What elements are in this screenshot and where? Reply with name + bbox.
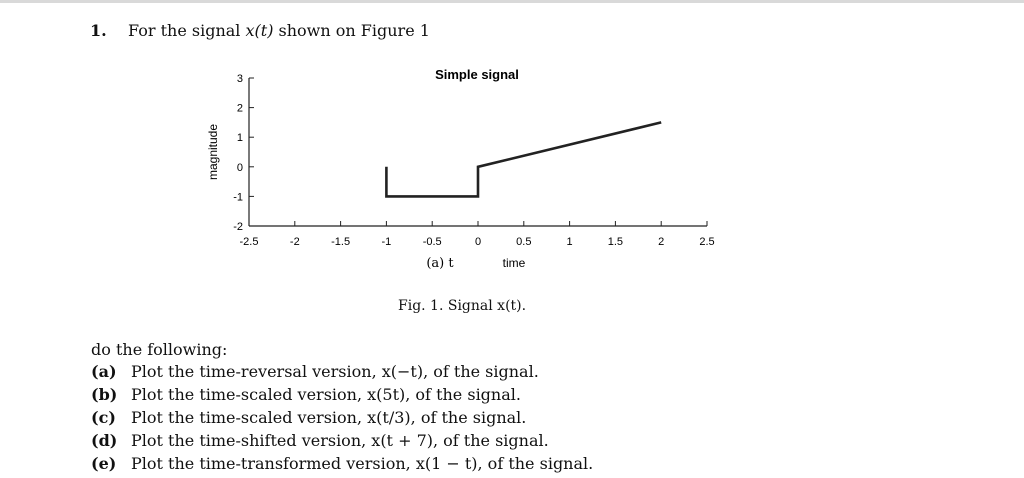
signal-symbol: x(t) bbox=[245, 21, 274, 40]
x-tick-label: 0.5 bbox=[516, 236, 532, 248]
x-tick-label: -0.5 bbox=[422, 236, 442, 248]
task-label: (a) bbox=[91, 362, 117, 381]
task-text: Plot the time-scaled version, x(t/3), of the signal. bbox=[131, 408, 527, 427]
y-tick-label: -2 bbox=[233, 221, 243, 233]
x-tick-label: -1 bbox=[381, 236, 392, 248]
problem-text-before: For the signal bbox=[128, 21, 246, 40]
task-list bbox=[91, 362, 593, 477]
task-label: (e) bbox=[91, 454, 117, 473]
task-label: (d) bbox=[91, 431, 118, 450]
task-text: Plot the time-reversal version, x(−t), of the signal. bbox=[131, 362, 539, 381]
chart-ticks bbox=[233, 73, 714, 248]
signal-line bbox=[386, 122, 661, 196]
chart-series bbox=[386, 122, 661, 196]
x-tick-label: 2.5 bbox=[699, 236, 715, 248]
problem-text-after: shown on Figure 1 bbox=[273, 21, 430, 40]
y-axis-label: magnitude bbox=[206, 123, 220, 181]
y-tick-label: 2 bbox=[236, 102, 243, 115]
task-label: (b) bbox=[91, 385, 118, 404]
task-text: Plot the time-transformed version, x(1 − t), of the signal. bbox=[131, 454, 594, 473]
task-item bbox=[91, 431, 593, 454]
y-tick-label: 0 bbox=[236, 161, 243, 174]
figure-sublabel: (a) t bbox=[426, 256, 454, 271]
x-tick-label: -2.5 bbox=[239, 236, 259, 248]
x-tick-label: 1.5 bbox=[607, 236, 624, 248]
task-label: (c) bbox=[91, 408, 116, 427]
figure-caption: Fig. 1. Signal x(t). bbox=[398, 298, 527, 314]
chart-axes bbox=[249, 78, 707, 226]
task-item bbox=[91, 385, 593, 408]
task-item bbox=[91, 408, 593, 431]
task-text: Plot the time-scaled version, x(5t), of the signal. bbox=[131, 385, 521, 404]
task-item bbox=[91, 454, 593, 477]
y-tick-label: 1 bbox=[236, 132, 243, 145]
x-tick-label: 1 bbox=[566, 236, 573, 248]
x-tick-label: 0 bbox=[474, 236, 482, 248]
x-axis-label: time bbox=[502, 256, 526, 270]
chart-title: Simple signal bbox=[435, 67, 519, 82]
task-item bbox=[91, 362, 593, 385]
instructions-intro: do the following: bbox=[91, 340, 228, 359]
y-tick-label: 3 bbox=[236, 73, 243, 85]
problem-number: 1. bbox=[90, 21, 107, 40]
x-tick-label: -1.5 bbox=[331, 236, 351, 248]
x-tick-label: -2 bbox=[289, 236, 300, 248]
task-text: Plot the time-shifted version, x(t + 7), of the signal. bbox=[131, 431, 549, 450]
y-tick-label: -1 bbox=[233, 191, 243, 204]
x-tick-label: 2 bbox=[658, 236, 665, 248]
